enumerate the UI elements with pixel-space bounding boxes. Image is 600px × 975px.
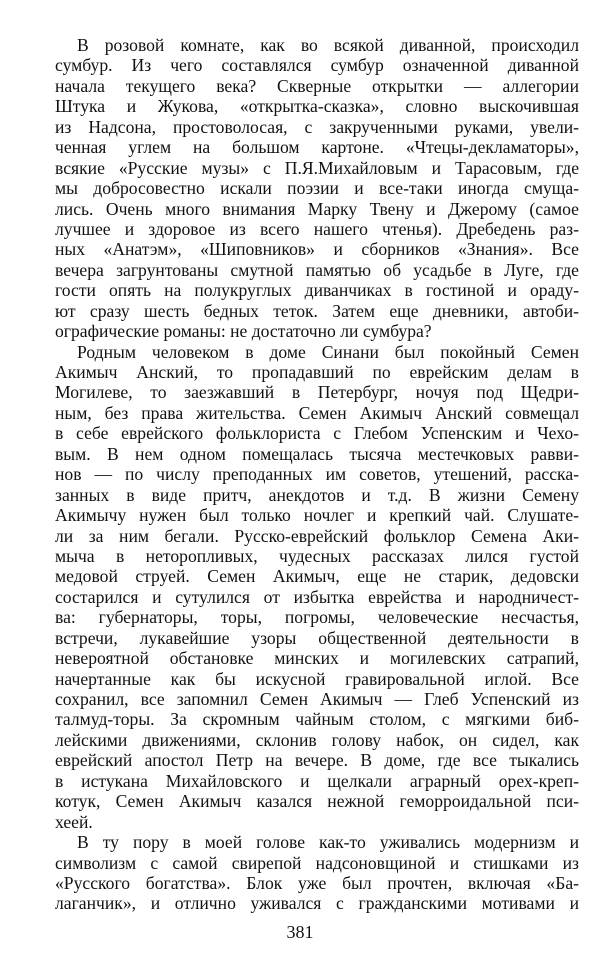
- paragraph: [55, 832, 579, 914]
- paragraph: [55, 35, 579, 342]
- text-line: лись. Очень много внимания Марку Твену и Джерому (самое: [55, 198, 579, 219]
- text-line: вечера загрунтованы смутной памятью об усадьбе в Луге, где: [55, 259, 579, 280]
- text-line: В ту пору в моей голове как-то уживались модернизм и: [77, 832, 579, 853]
- text-line: «Русского богатства». Блок уже был прочтен, включая «Ба-: [55, 872, 579, 893]
- text-line: из Надсона, простоволосая, с закрученными руками, увели-: [55, 116, 579, 137]
- text-line: мы добросовестно искали поэзии и все-таки иногда смуща-: [55, 178, 579, 199]
- text-line: лучшее и здоровое из всего нашего чтенья). Дребедень раз-: [55, 218, 579, 239]
- text-line: ют сразу шесть бедных теток. Затем еще дневники, автоби-: [55, 300, 579, 321]
- text-line: талмуд-торы. За скромным чайным столом, с мягкими биб-: [55, 709, 579, 730]
- text-line: Акимычу нужен был только ночлег и крепкий чай. Слушате-: [55, 505, 579, 526]
- text-line: ва: губернаторы, торы, погромы, человеческие несчастья,: [55, 607, 579, 628]
- text-line: еврейский апостол Петр на вечере. В доме, где все тыкались: [55, 750, 579, 771]
- text-line: вым. В нем одном помещалась тысяча местечковых равви-: [55, 443, 579, 464]
- text-line: В розовой комнате, как во всякой диванной, происходил: [77, 35, 579, 55]
- text-line: занных в виде притч, анекдотов и т.д. В жизни Семену: [55, 484, 579, 505]
- text-line: начала текущего века? Скверные открытки — аллегории: [55, 75, 579, 96]
- text-line: всякие «Русские музы» с П.Я.Михайловым и Тарасовым, где: [55, 157, 579, 178]
- text-line: ографические романы: не достаточно ли сумбура?: [55, 321, 432, 342]
- body-text: [55, 35, 579, 914]
- text-line: начертанные как бы искусной гравировальной иглой. Все: [55, 668, 579, 689]
- text-line: лаганчик», и отлично уживался с гражданскими мотивами и: [55, 893, 579, 914]
- text-line: Родным человеком в доме Синани был покойный Семен: [77, 341, 579, 362]
- text-line: ченная углем на большом картоне. «Чтецы-декламаторы»,: [55, 137, 579, 158]
- text-line: Штука и Жукова, «открытка-сказка», словно выскочившая: [55, 96, 579, 117]
- text-line: котук, Семен Акимыч казался нежной геморроидальной пси-: [55, 791, 579, 812]
- text-line: медовой струей. Семен Акимыч, еще не старик, дедовски: [55, 566, 579, 587]
- text-line: хеей.: [55, 811, 93, 832]
- text-line: ных «Анатэм», «Шиповников» и сборников «Знания». Все: [55, 239, 579, 260]
- text-line: невероятной обстановке минских и могилевских сатрапий,: [55, 648, 579, 669]
- text-line: лейскими движениями, склонив голову набок, он сидел, как: [55, 729, 579, 750]
- text-line: нов — по числу преподанных им советов, утешений, расска-: [55, 464, 579, 485]
- text-line: символизм с самой свирепой надсоновщиной и стишками из: [55, 852, 579, 873]
- text-line: Акимыч Анский, то пропадавший по еврейским делам в: [55, 362, 579, 382]
- paragraph: [55, 342, 579, 833]
- text-line: в истукана Михайловского и щелкали аграрный орех-креп-: [55, 770, 579, 791]
- text-line: гости опять на полукруглых диванчиках в гостиной и ораду-: [55, 280, 579, 301]
- text-line: мыча в неторопливых, чудесных рассказах лился густой: [55, 545, 579, 566]
- text-line: ным, без права жительства. Семен Акимыч Анский совмещал: [55, 402, 579, 423]
- text-line: в себе еврейского фольклориста с Глебом Успенским и Чехо-: [55, 423, 579, 444]
- text-line: состарился и сутулился от избытка еврейства и народничест-: [55, 586, 579, 607]
- text-line: встречи, лукавейшие узоры общественной деятельности в: [55, 627, 579, 648]
- text-line: сохранил, все запомнил Семен Акимыч — Глеб Успенский из: [55, 689, 579, 709]
- page-number: 381: [286, 922, 314, 942]
- text-line: сумбур. Из чего составлялся сумбур означенной диванной: [55, 55, 579, 76]
- text-line: ли за ним бегали. Русско-еврейский фольклор Семена Аки-: [55, 525, 579, 546]
- text-line: Могилеве, то заезжавший в Петербург, ночуя под Щедри-: [55, 382, 579, 403]
